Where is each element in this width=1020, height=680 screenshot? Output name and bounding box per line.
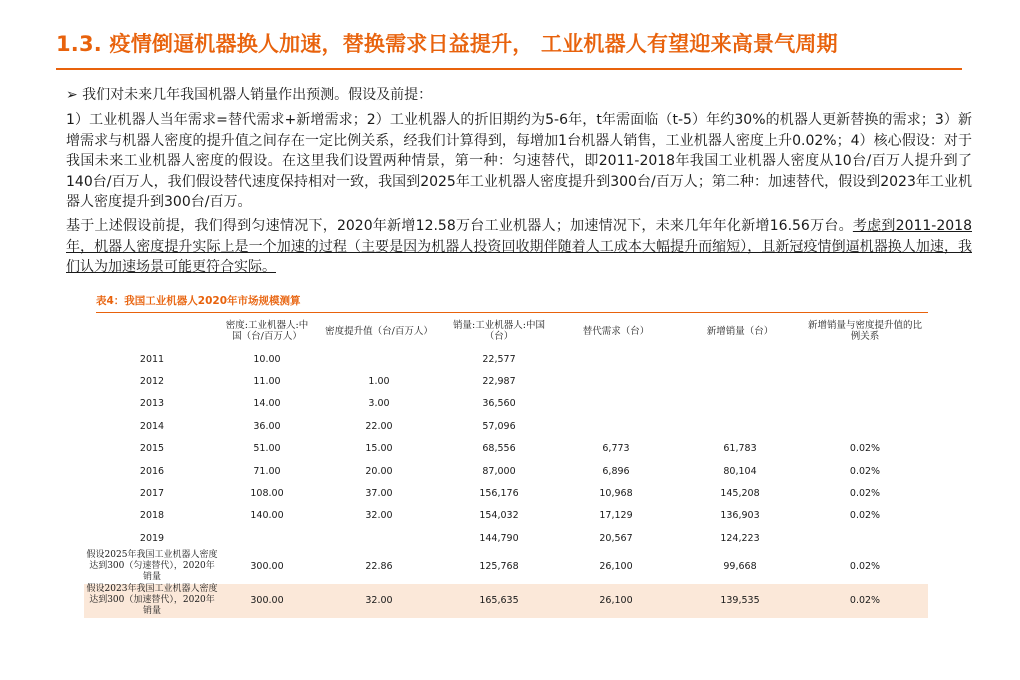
table-cell [802,415,928,437]
table-cell: 36,560 [482,398,516,410]
table-cell: 136,903 [720,510,760,522]
table-caption: 表4：我国工业机器人2020年市场规模测算 [96,295,301,307]
table-header-row [84,314,928,348]
table-cell: 26,100 [554,584,678,618]
table-header-cell: 替代需求（台） [582,325,650,337]
table-cell: 26,100 [599,561,633,573]
table-cell [678,348,802,370]
caption-divider [96,312,928,313]
table-cell: 22,987 [482,376,516,388]
table-cell: 0.02% [802,584,928,618]
table-cell: 154,032 [479,510,519,522]
table-cell: 144,790 [479,532,519,544]
conclusion-paragraph [66,216,972,278]
table-cell [220,527,314,549]
table-cell: 0.02% [849,561,881,573]
table-cell: 1.00 [368,376,390,388]
table-cell [802,370,928,392]
table-cell [314,527,444,549]
table-cell: 300.00 [220,584,314,618]
table-header-cell: 新增销量（台） [706,325,774,337]
table-cell: 假设2023年我国工业机器人密度达到300（加速替代），2020年销量 [84,584,220,618]
table-cell: 2017 [139,488,165,500]
table-header-cell: 新增销量与密度提升值的比例关系 [807,320,922,342]
table-row [84,348,928,370]
table-cell: 22.00 [365,420,393,432]
table-cell: 10.00 [253,353,281,365]
table-cell: 32.00 [365,510,393,522]
table-cell: 22,577 [482,353,516,365]
table-cell: 140.00 [250,510,284,522]
table-cell [554,393,678,415]
table-cell: 15.00 [365,443,393,455]
conclusion-text: 基于上述假设前提，我们得到匀速情况下，2020年新增12.58万台工业机器人；加速情况下，未来几年年化新增16.56万台。 [66,218,853,234]
table-cell: 124,223 [720,532,760,544]
table-cell: 99,668 [723,561,757,573]
table-cell: 61,783 [723,443,757,455]
table-cell [678,393,802,415]
table-cell: 2014 [139,420,165,432]
table-cell: 80,104 [723,465,757,477]
page-title: 1.3. 疫情倒逼机器换人加速，替换需求日益提升， 工业机器人有望迎来高景气周期 [56,32,838,56]
table-cell: 0.02% [849,488,881,500]
table-cell [678,370,802,392]
table-cell: 2012 [139,376,165,388]
title-divider [56,68,962,70]
table-cell: 145,208 [720,488,760,500]
table-row [84,527,928,549]
table-cell: 36.00 [253,420,281,432]
table-header-cell: 销量:工业机器人:中国（台） [453,320,545,342]
table-cell: 假设2025年我国工业机器人密度达到300（匀速替代），2020年销量 [86,550,218,583]
table-cell: 300.00 [250,561,284,573]
table-row [84,393,928,415]
table-cell: 165,635 [444,584,554,618]
table-cell: 2016 [139,465,165,477]
table-row [84,370,928,392]
table-cell: 51.00 [253,443,281,455]
table-cell: 156,176 [479,488,519,500]
table-row [84,460,928,482]
table-cell: 68,556 [482,443,516,455]
table-cell: 71.00 [253,465,281,477]
table-cell [554,370,678,392]
table-cell: 32.00 [314,584,444,618]
table-cell: 2019 [139,532,165,544]
table-cell: 11.00 [253,376,281,388]
conclusion-underlined-text: 考虑到2011-2018年，机器人密度提升实际上是一个加速的过程（主要是因为机器人投资回收期伴随着人工成本大幅提升而缩短），且新冠疫情倒逼机器换人加速，我们认为加速场景可能更符合实际。 [66,218,972,275]
table-cell [802,393,928,415]
table-cell [554,415,678,437]
table-cell [802,348,928,370]
table-row [84,550,928,584]
table-cell: 139,535 [678,584,802,618]
table-cell: 2015 [139,443,165,455]
table-cell: 17,129 [599,510,633,522]
table-header-cell: 密度提升值（台/百万人） [325,325,433,337]
table-cell: 6,896 [602,465,630,477]
table-cell: 2011 [139,353,165,365]
table-cell: 0.02% [849,443,881,455]
table-row [84,415,928,437]
table-row [84,505,928,527]
table-cell: 14.00 [253,398,281,410]
forecast-table [84,314,928,618]
table-cell: 57,096 [482,420,516,432]
table-cell: 2013 [139,398,165,410]
table-cell: 2018 [139,510,165,522]
table-row [84,482,928,504]
table-cell [314,348,444,370]
table-cell [678,415,802,437]
table-cell [802,527,928,549]
table-row-highlighted [84,584,928,618]
table-cell: 37.00 [365,488,393,500]
table-header-cell: 密度:工业机器人:中国（台/百万人） [225,320,309,342]
table-cell: 125,768 [479,561,519,573]
table-cell: 22.86 [365,561,393,573]
table-cell: 3.00 [368,398,390,410]
assumptions-paragraph: 1）工业机器人当年需求=替代需求+新增需求；2）工业机器人的折旧期约为5-6年，t年需面临（t-5）年约30%的机器人更新替换的需求；3）新增需求与机器人密度的提升值之间存在一定比例关系，经我们计算得到，每增加1台机器人销售，工业机器人密度上升0.02%；4）核心假设：对于我国未来工业机器人密度的假设。在这里我们设置两种情景，第一种：匀速替代，即2011-2018年我国工业机器人密度从10台/百万人提升到了140台/百万人，我们假设替代速度保持相对一致，我国到2025年工业机器人密度提升到300台/百万人；第二种：加速替代，假设到2023年工业机器人密度提升到300台/百万。 [66,112,972,210]
table-cell: 20.00 [365,465,393,477]
table-cell: 20,567 [599,532,633,544]
table-cell [554,348,678,370]
table-cell: 87,000 [482,465,516,477]
table-cell: 6,773 [602,443,630,455]
lead-bullet: ➢ 我们对未来几年我国机器人销量作出预测。假设及前提： [66,87,433,103]
table-cell: 108.00 [250,488,284,500]
table-row [84,438,928,460]
table-cell: 10,968 [599,488,633,500]
table-cell: 0.02% [849,465,881,477]
table-header-cell [84,314,220,348]
table-cell: 0.02% [849,510,881,522]
